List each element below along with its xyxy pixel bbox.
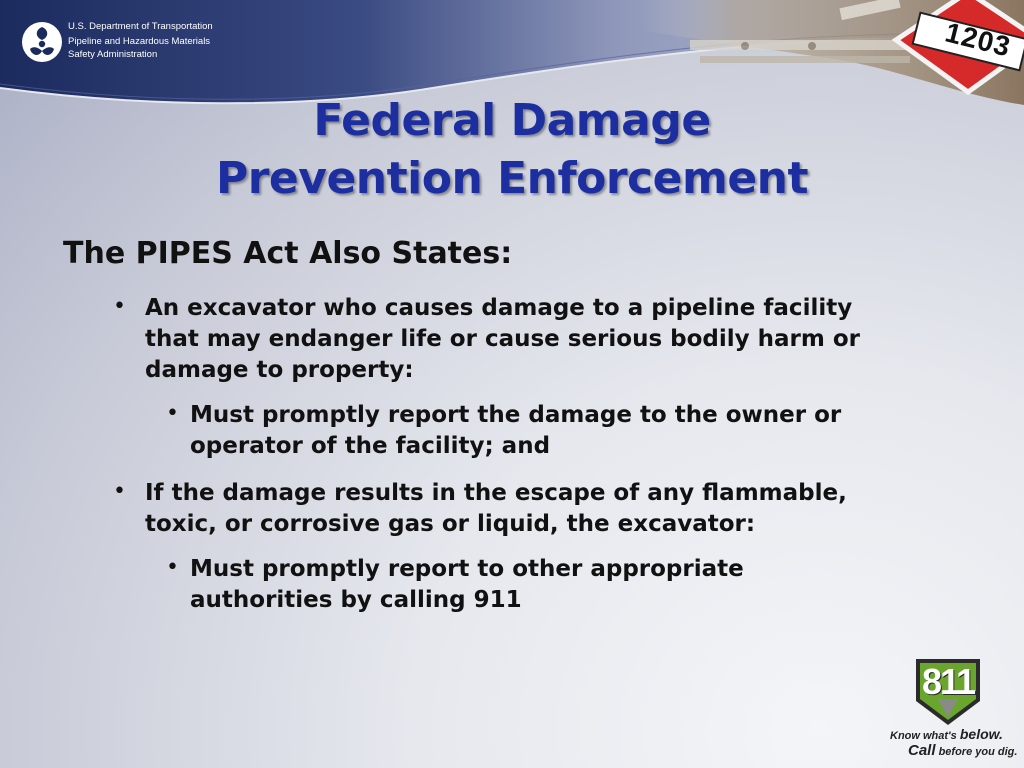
bullet-1-line-3: damage to property: [145,357,414,383]
logo-811-number: 811 [921,661,975,702]
logo-tagline-2 [908,742,1017,759]
logo-tagline-1 [890,726,1003,742]
bullet-2-line-1: If the damage results in the escape of any flammable, [145,480,847,506]
sub-bullet-2-line-1: Must promptly report to other appropriate [190,556,744,582]
agency-line-1: U.S. Department of Transportation [68,21,213,32]
dot-logo-icon [21,21,63,63]
title-line-2: Prevention Enforcement [215,153,809,204]
slide-subtitle: The PIPES Act Also States: [63,236,513,271]
sub-bullet-1-line-2: operator of the facility; and [190,433,551,459]
tag-know: Know what's [890,730,957,742]
sub-bullet-marker: • [166,555,179,580]
tag-before: before you dig. [938,746,1018,758]
placard-number: 1203 [942,16,1015,63]
slide-title [0,92,1024,208]
bullet-1-line-2: that may endanger life or cause serious bodily harm or [145,326,861,352]
agency-line-3: Safety Administration [68,49,158,60]
sub-bullet-2-line-2: authorities by calling 911 [190,587,522,613]
sub-bullet-1-line-1: Must promptly report the damage to the owner or [190,402,842,428]
bullet-marker: • [113,294,126,319]
tag-below: below. [959,726,1003,742]
agency-block [68,20,213,61]
agency-line-2: Pipeline and Hazardous Materials [68,36,211,47]
bullet-2-line-2: toxic, or corrosive gas or liquid, the excavator: [145,511,756,537]
title-line-1: Federal Damage [313,95,711,146]
bullet-marker: • [113,479,126,504]
sub-bullet-marker: • [166,401,179,426]
bullet-1-line-1: An excavator who causes damage to a pipeline facility [145,295,853,321]
tag-call: Call [908,742,936,759]
